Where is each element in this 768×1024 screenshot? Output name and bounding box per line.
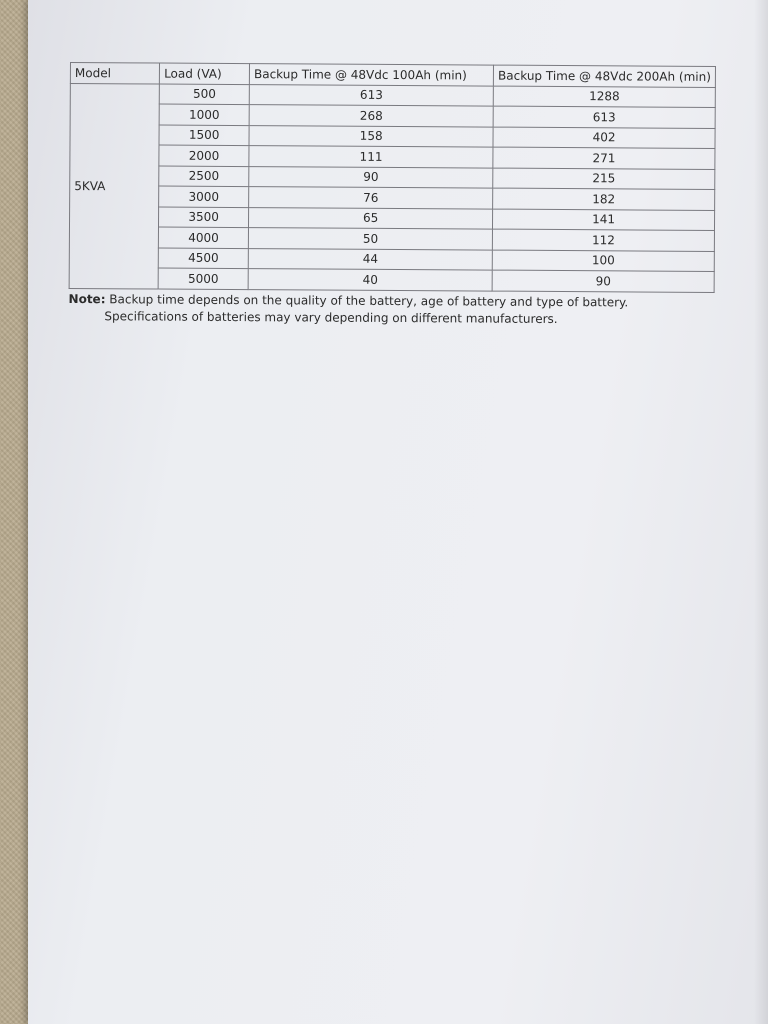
table-body	[69, 83, 715, 292]
backup-100ah-cell: 158	[249, 125, 493, 147]
header-load: Load (VA)	[160, 63, 250, 84]
note-label: Note:	[68, 291, 106, 306]
header-backup-100ah: Backup Time @ 48Vdc 100Ah (min)	[249, 64, 493, 86]
paper-edge-shadow	[754, 0, 768, 1024]
load-cell: 5000	[158, 268, 248, 289]
backup-200ah-cell: 141	[493, 209, 715, 231]
load-cell: 3500	[159, 207, 249, 228]
model-cell: 5KVA	[69, 83, 159, 289]
backup-100ah-cell: 40	[248, 269, 492, 291]
backup-200ah-cell: 100	[492, 250, 714, 272]
note-text	[68, 290, 718, 328]
backup-100ah-cell: 111	[249, 146, 493, 168]
backup-100ah-cell: 76	[249, 187, 493, 209]
load-cell: 1000	[159, 104, 249, 125]
backup-100ah-cell: 44	[248, 248, 492, 270]
load-cell: 4000	[159, 227, 249, 248]
note-line-2: Specifications of batteries may vary depending on different manufacturers.	[104, 308, 558, 326]
backup-200ah-cell: 215	[493, 168, 715, 190]
load-cell: 500	[159, 84, 249, 105]
document-content	[68, 62, 720, 328]
backup-200ah-cell: 1288	[493, 86, 715, 108]
backup-100ah-cell: 613	[249, 84, 493, 106]
backup-100ah-cell: 90	[249, 166, 493, 188]
backup-200ah-cell: 402	[493, 127, 715, 149]
load-cell: 4500	[158, 248, 248, 269]
backup-time-table	[69, 62, 716, 292]
backup-200ah-cell: 613	[493, 106, 715, 128]
load-cell: 2500	[159, 166, 249, 187]
backup-200ah-cell: 271	[493, 147, 715, 169]
backup-100ah-cell: 65	[249, 207, 493, 229]
backup-200ah-cell: 182	[493, 188, 715, 210]
load-cell: 2000	[159, 145, 249, 166]
note-line-1: Backup time depends on the quality of the battery, age of battery and type of battery.	[105, 291, 629, 309]
header-backup-200ah: Backup Time @ 48Vdc 200Ah (min)	[494, 65, 716, 87]
paper-page	[28, 0, 768, 1024]
load-cell: 1500	[159, 125, 249, 146]
backup-200ah-cell: 90	[492, 270, 714, 292]
backup-200ah-cell: 112	[493, 229, 715, 251]
backup-100ah-cell: 268	[249, 105, 493, 127]
header-model: Model	[70, 63, 159, 84]
backup-100ah-cell: 50	[248, 228, 492, 250]
load-cell: 3000	[159, 186, 249, 207]
table-row	[69, 267, 714, 291]
